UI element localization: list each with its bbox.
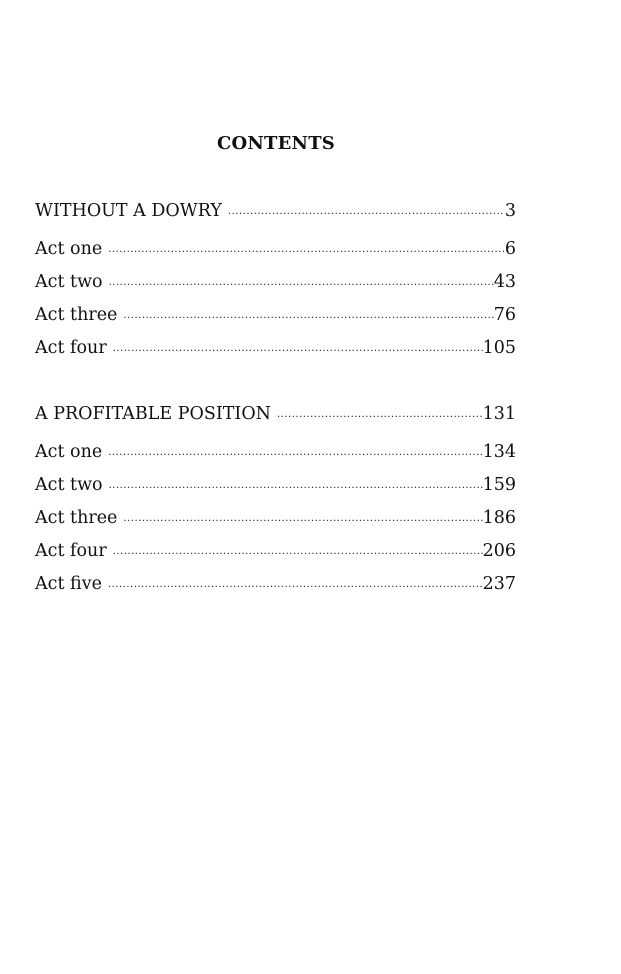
toc-page-number: 186 (482, 508, 516, 528)
toc-entry (35, 299, 516, 332)
toc-page-number: 105 (482, 338, 516, 358)
toc-entry-label: Act one (35, 436, 108, 469)
toc-entry (35, 568, 516, 601)
dot-leader (123, 502, 482, 535)
toc-entry-label: Act two (35, 469, 109, 502)
toc-entry-label: Act three (35, 299, 123, 332)
dot-leader (113, 535, 483, 568)
toc-page-number: 76 (493, 305, 516, 325)
toc-section-without-a-dowry (35, 195, 516, 365)
toc-entry-label: Act five (35, 568, 108, 601)
dot-leader (109, 266, 494, 299)
toc-entry (35, 469, 516, 502)
dot-leader (113, 332, 483, 365)
toc-page-number: 131 (482, 404, 516, 424)
toc-page-number: 206 (482, 541, 516, 561)
dot-leader (228, 195, 505, 228)
toc-entry (35, 502, 516, 535)
toc-page-number: 159 (482, 475, 516, 495)
dot-leader (108, 436, 482, 469)
toc-entry (35, 535, 516, 568)
toc-entry-label: Act one (35, 233, 108, 266)
toc-entry (35, 332, 516, 365)
toc-page-number: 237 (482, 574, 516, 594)
toc-entry-label: Act two (35, 266, 109, 299)
dot-leader (109, 469, 483, 502)
dot-leader (108, 568, 483, 601)
toc-section-heading (35, 195, 516, 228)
toc-entry-label: Act four (35, 535, 113, 568)
toc-entry-label: Act four (35, 332, 113, 365)
dot-leader (123, 299, 493, 332)
dot-leader (277, 398, 483, 431)
toc-entry (35, 266, 516, 299)
toc-entry (35, 233, 516, 266)
toc-entry-label: Act three (35, 502, 123, 535)
toc-page-number: 43 (493, 272, 516, 292)
toc-section-title: A PROFITABLE POSITION (35, 398, 277, 431)
toc-section-heading (35, 398, 516, 431)
toc-section-title: WITHOUT A DOWRY (35, 195, 228, 228)
toc-page-number: 3 (504, 201, 516, 221)
toc-section-a-profitable-position (35, 398, 516, 601)
dot-leader (108, 233, 505, 266)
toc-page-number: 134 (482, 442, 516, 462)
toc-entry (35, 436, 516, 469)
page-title: CONTENTS (216, 133, 336, 154)
toc-page-number: 6 (504, 239, 516, 259)
